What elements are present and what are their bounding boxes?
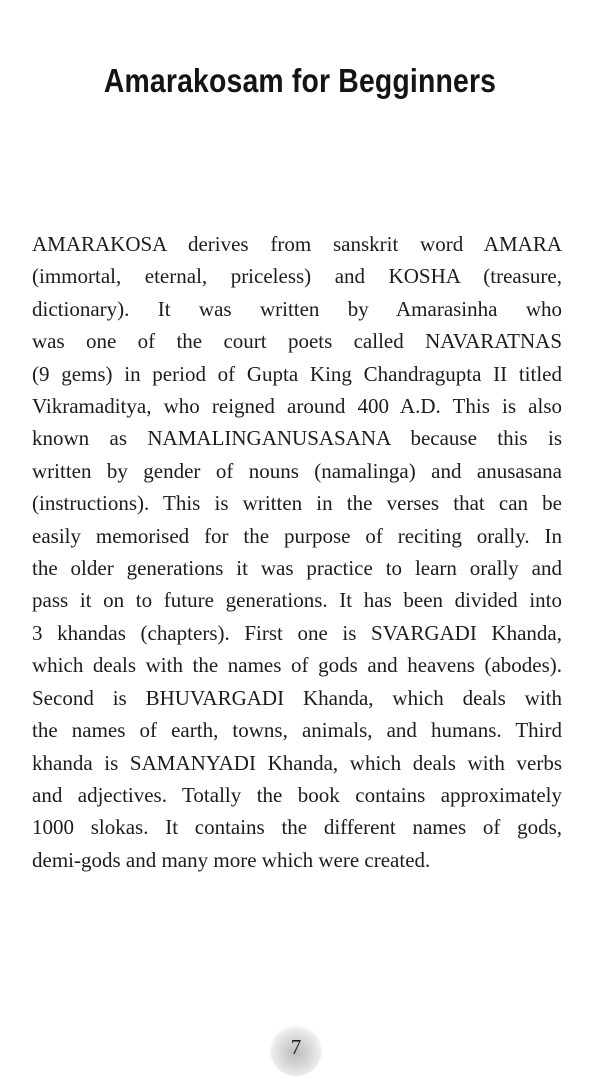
- paragraph-line: (9 gems) in period of Gupta King Chandragupta II titled: [32, 361, 562, 386]
- paragraph-line: AMARAKOSA derives from sanskrit word AMARA: [32, 232, 562, 256]
- paragraph-line: Vikramaditya, who reigned around 400 A.D. This is also: [32, 394, 562, 419]
- paragraph-line: (instructions). This is written in the verses that can be: [32, 491, 562, 516]
- paragraph-line: (immortal, eternal, priceless) and KOSHA (treasure,: [32, 264, 562, 289]
- paragraph-line: demi-gods and many more which were created.: [32, 847, 431, 872]
- page-title: Amarakosam for Begginners: [103, 62, 497, 99]
- paragraph-line: easily memorised for the purpose of reciting orally. In: [32, 523, 562, 548]
- paragraph-line: the older generations it was practice to learn orally and: [32, 556, 562, 581]
- paragraph-line: pass it on to future generations. It has been divided into: [32, 588, 562, 613]
- page-number-badge: [270, 1024, 322, 1076]
- paragraph-line: Second is BHUVARGADI Khanda, which deals with: [32, 685, 562, 710]
- paragraph-line: which deals with the names of gods and heavens (abodes).: [32, 653, 562, 678]
- paragraph-line: 3 khandas (chapters). First one is SVARGADI Khanda,: [32, 620, 562, 645]
- paragraph-line: dictionary). It was written by Amarasinha who: [32, 296, 562, 321]
- paragraph-line: and adjectives. Totally the book contains approximately: [32, 782, 562, 807]
- paragraph-line: was one of the court poets called NAVARATNAS: [32, 329, 562, 354]
- paragraph-line: known as NAMALINGANUSASANA because this is: [32, 426, 562, 451]
- paragraph-line: the names of earth, towns, animals, and humans. Third: [32, 718, 562, 743]
- paragraph-line: khanda is SAMANYADI Khanda, which deals with verbs: [32, 750, 562, 775]
- paragraph-line: 1000 slokas. It contains the different names of gods,: [32, 815, 562, 840]
- paragraph-line: written by gender of nouns (namalinga) and anusasana: [32, 458, 562, 483]
- page-number: 7: [290, 1035, 302, 1059]
- body-paragraph: [32, 228, 562, 876]
